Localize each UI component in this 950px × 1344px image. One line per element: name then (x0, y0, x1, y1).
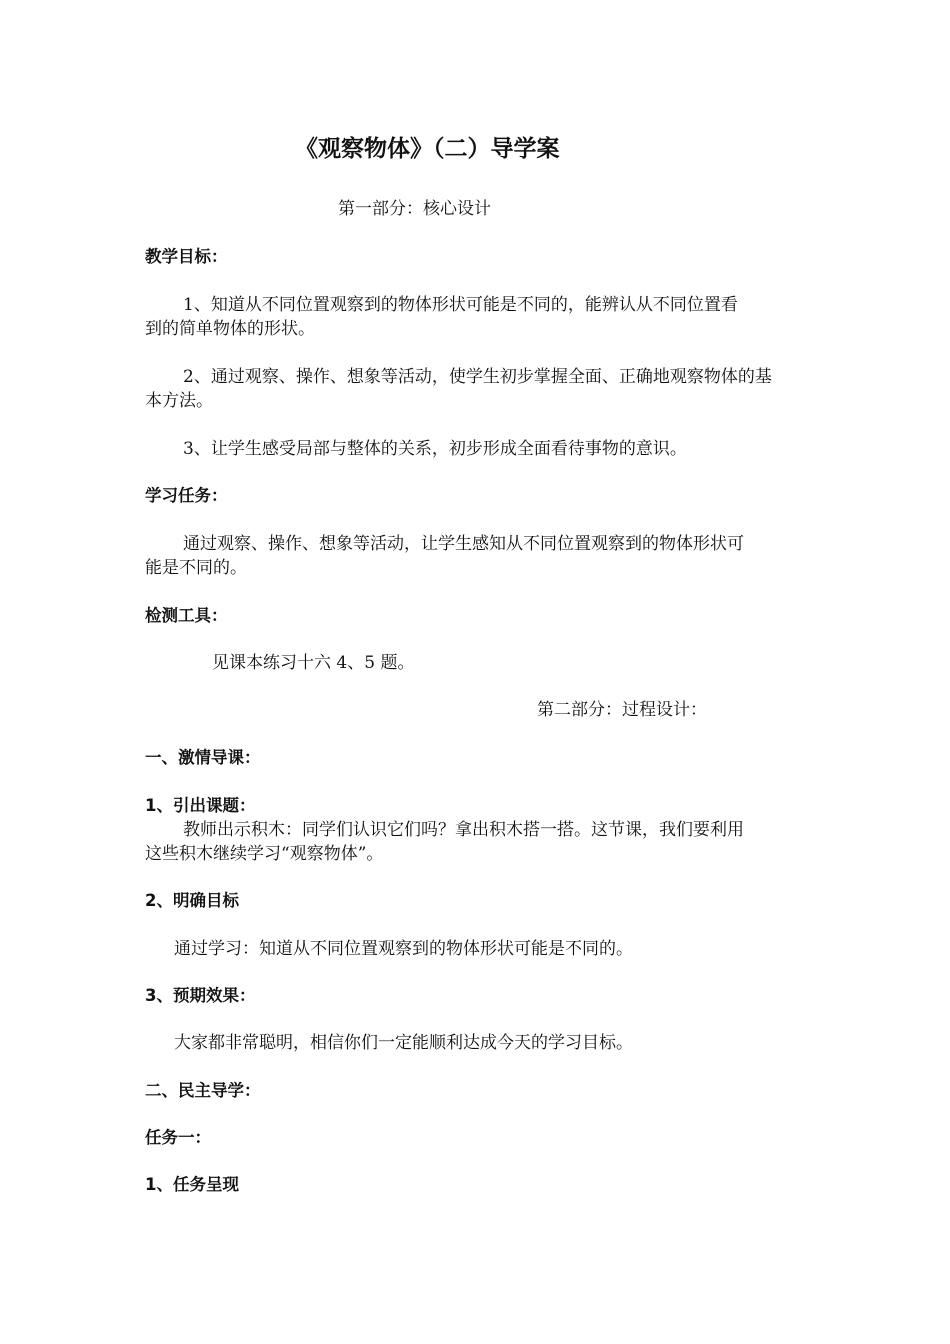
goal2-line1: 2、通过观察、操作、想象等活动，使学生初步掌握全面、正确地观察物体的基 (183, 367, 772, 387)
sub1-heading: 1、引出课题： (145, 796, 256, 815)
sub3-text: 大家都非常聪明，相信你们一定能顺利达成今天的学习目标。 (174, 1033, 633, 1053)
goal1-line2: 到的简单物体的形状。 (145, 319, 315, 339)
goal2-line2: 本方法。 (145, 391, 213, 411)
section2-heading: 二、民主导学： (145, 1081, 261, 1100)
task-line1: 通过观察、操作、想象等活动，让学生感知从不同位置观察到的物体形状可 (183, 534, 744, 554)
sub3-heading: 3、预期效果： (145, 986, 256, 1005)
sub2-heading: 2、明确目标 (145, 891, 239, 910)
goal1-line1: 1、知道从不同位置观察到的物体形状可能是不同的，能辨认从不同位置看 (183, 295, 738, 315)
sub1-line2: 这些积木继续学习“观察物体”。 (145, 844, 384, 864)
task-line2: 能是不同的。 (145, 558, 247, 578)
section1-heading: 一、激情导课： (145, 748, 261, 767)
task1-subheading: 1、任务呈现 (145, 1175, 239, 1194)
sub1-line1: 教师出示积木：同学们认识它们吗？拿出积木搭一搭。这节课，我们要利用 (183, 820, 744, 840)
task-heading: 学习任务： (145, 486, 228, 505)
tool-heading: 检测工具： (145, 606, 228, 625)
task1-heading: 任务一： (145, 1128, 211, 1147)
tool-text: 见课本练习十六 4、5 题。 (212, 653, 415, 673)
goal3: 3、让学生感受局部与整体的关系，初步形成全面看待事物的意识。 (183, 439, 687, 459)
goals-heading: 教学目标： (145, 247, 228, 266)
document-title: 《观察物体》（二）导学案 (295, 136, 560, 162)
part1-heading: 第一部分：核心设计 (338, 199, 491, 219)
sub2-text: 通过学习：知道从不同位置观察到的物体形状可能是不同的。 (174, 939, 633, 959)
part2-heading: 第二部分：过程设计： (537, 700, 707, 720)
